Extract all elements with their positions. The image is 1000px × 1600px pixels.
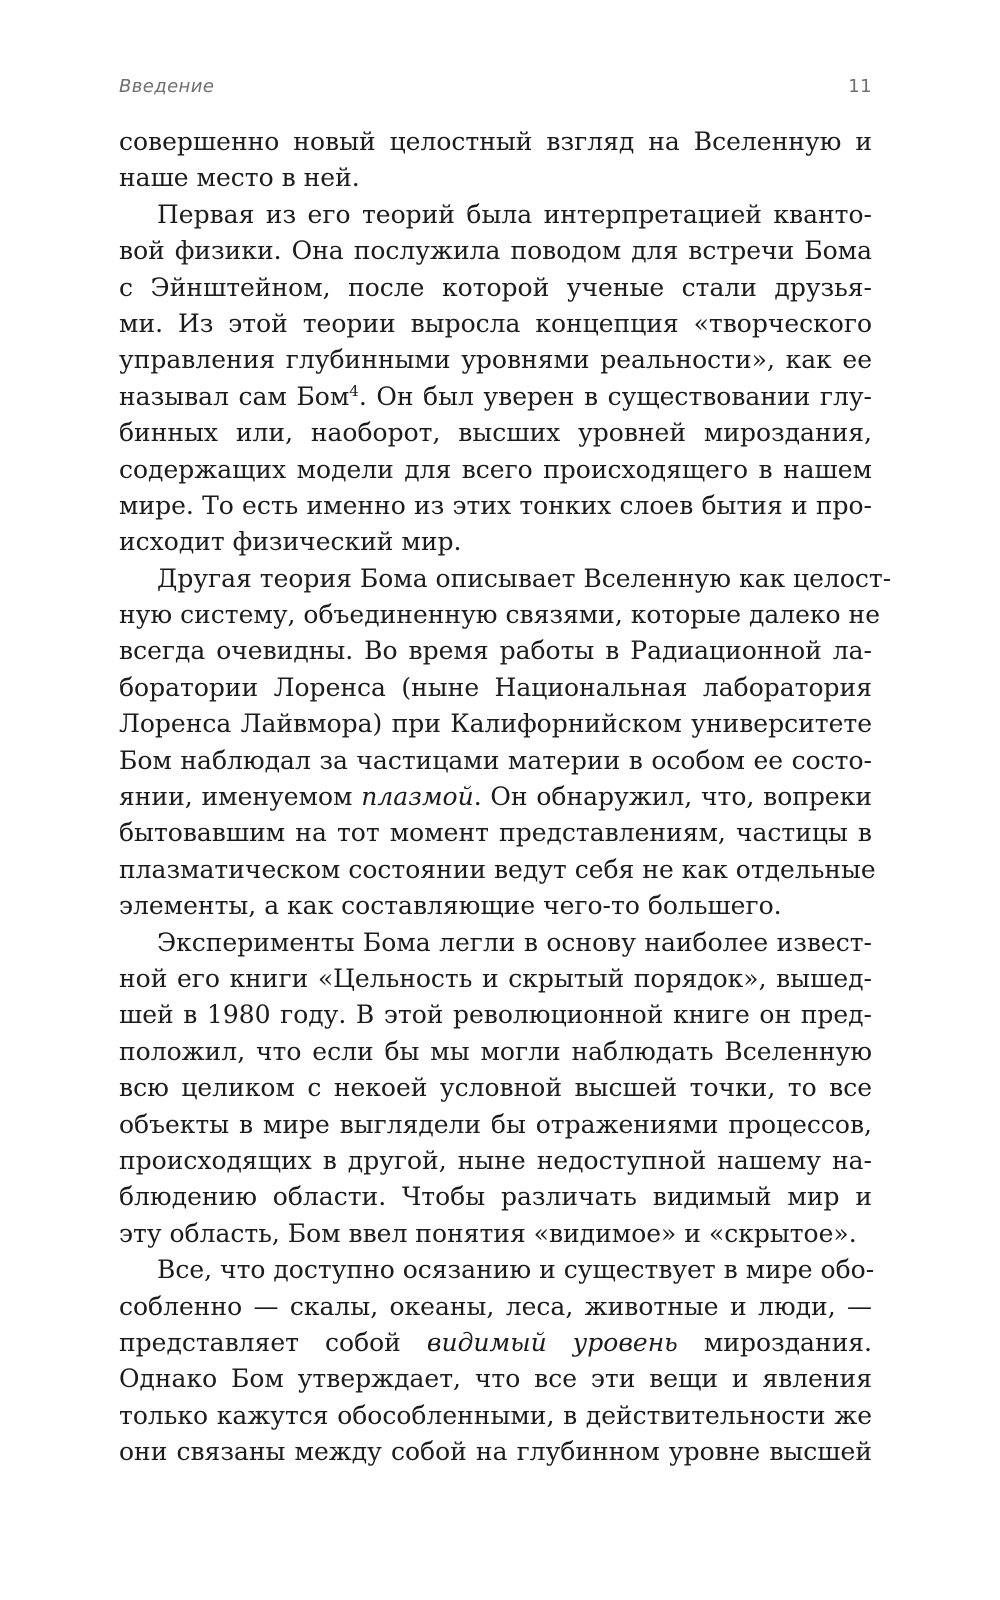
text-line (119, 415, 872, 451)
text-line (119, 488, 872, 524)
text-run: . Он был уверен в существовании глу- (358, 381, 873, 411)
text-line (119, 524, 872, 560)
text-run: янии, именуемом (119, 782, 362, 812)
text-run: элементы, а как составляющие чего-то большего. (119, 891, 782, 921)
text-line (119, 997, 872, 1033)
text-line (119, 1034, 872, 1070)
text-line (119, 160, 872, 196)
text-line (119, 1361, 872, 1397)
text-line (119, 743, 872, 779)
text-line (119, 1216, 872, 1252)
text-line (119, 670, 872, 706)
text-run: происходящих в другой, ныне недоступной нашему на- (119, 1145, 872, 1175)
text-line (119, 270, 872, 306)
text-line (119, 888, 872, 924)
text-run: шей в 1980 году. В этой революционной книге он пред- (119, 1000, 872, 1030)
text-line (119, 306, 872, 342)
text-run: . Он обнаружил, что, вопреки (473, 782, 872, 812)
text-run: исходит физический мир. (119, 527, 462, 557)
page-number: 11 (848, 76, 872, 97)
paragraph (119, 1252, 875, 1470)
text-line (119, 1179, 872, 1215)
text-run: Все, что доступно осязанию и существует в мире обо- (157, 1255, 875, 1285)
text-run: содержащих модели для всего происходящего в нашем (119, 454, 872, 484)
text-line (119, 342, 872, 378)
text-run: ную систему, объединенную связями, которые далеко не (119, 600, 880, 630)
text-run: боратории Лоренса (ныне Национальная лаборатория (119, 672, 872, 702)
italic-term: видимый уровень (426, 1327, 678, 1357)
text-line (119, 1143, 872, 1179)
text-run: Первая из его теорий была интерпретацией кванто- (157, 199, 872, 229)
text-run: наше место в ней. (119, 163, 360, 193)
text-run: собленно — скалы, океаны, леса, животные и люди, — (119, 1291, 872, 1321)
text-run: всегда очевидны. Во время работы в Радиационной ла- (119, 636, 872, 666)
text-line (119, 379, 872, 415)
text-run: они связаны между собой на глубинном уровне высшей (119, 1437, 872, 1467)
italic-term: плазмой (361, 782, 474, 812)
paragraph (119, 925, 872, 1253)
text-run: ной его книги «Цельность и скрытый порядок», вышед- (119, 963, 872, 993)
text-run: Лоренса Лайвмора) при Калифорнийском университете (119, 709, 872, 739)
text-line (119, 233, 872, 269)
text-run: ми. Из этой теории выросла концепция «творческого (119, 308, 872, 338)
text-run: мироздания. (677, 1327, 873, 1357)
text-line (119, 197, 872, 233)
text-run: положил, что если бы мы могли наблюдать Вселенную (119, 1036, 872, 1066)
body-text (119, 124, 892, 1470)
text-line (119, 815, 872, 851)
text-run: совершенно новый целостный взгляд на Вселенную и (119, 127, 872, 156)
text-line (119, 852, 876, 888)
text-line (119, 961, 872, 997)
text-line (119, 124, 872, 160)
text-line (119, 925, 872, 961)
text-run: с Эйнштейном, после которой ученые стали друзья- (119, 272, 872, 302)
text-run: управления глубинными уровнями реальности», как ее (119, 345, 872, 375)
text-run: блюдению области. Чтобы различать видимый мир и (119, 1182, 872, 1212)
text-line (119, 1325, 872, 1361)
text-line (119, 706, 872, 742)
text-run: Эксперименты Бома легли в основу наиболее извест- (157, 927, 872, 957)
paragraph (119, 561, 892, 925)
text-run: вой физики. Она послужила поводом для встречи Бома (119, 236, 872, 266)
text-line (119, 452, 872, 488)
text-line (119, 561, 892, 597)
text-run: Другая теория Бома описывает Вселенную как целост- (157, 563, 892, 593)
text-run: Бом наблюдал за частицами материи в особом ее состо- (119, 745, 872, 775)
text-line (119, 1070, 872, 1106)
footnote-ref: 4 (349, 381, 359, 400)
text-run: бинных или, наоборот, высших уровней мироздания, (119, 418, 872, 448)
text-line (119, 633, 872, 669)
text-run: всю целиком с некоей условной высшей точки, то все (119, 1073, 872, 1103)
text-run: мире. То есть именно из этих тонких слоев бытия и про- (119, 490, 872, 520)
text-line (119, 597, 880, 633)
text-run: бытовавшим на тот момент представлениям, частицы в (119, 818, 872, 848)
text-run: плазматическом состоянии ведут себя не как отдельные (119, 854, 876, 884)
text-run: только кажутся обособленными, в действительности же (119, 1400, 872, 1430)
section-title: Введение (119, 76, 215, 97)
text-run: эту область, Бом ввел понятия «видимое» и «скрытое». (119, 1218, 857, 1248)
text-run: представляет собой (119, 1327, 427, 1357)
text-line (119, 1398, 872, 1434)
paragraph (119, 124, 872, 197)
text-line (119, 779, 872, 815)
text-line (119, 1252, 875, 1288)
text-line (119, 1107, 872, 1143)
text-line (119, 1289, 872, 1325)
running-head (119, 76, 872, 100)
text-run: объекты в мире выглядели бы отражениями процессов, (119, 1109, 872, 1139)
text-line (119, 1434, 872, 1470)
text-run: Однако Бом утверждает, что все эти вещи и явления (119, 1364, 872, 1394)
text-run: называл сам Бом (119, 381, 350, 411)
paragraph (119, 197, 872, 561)
